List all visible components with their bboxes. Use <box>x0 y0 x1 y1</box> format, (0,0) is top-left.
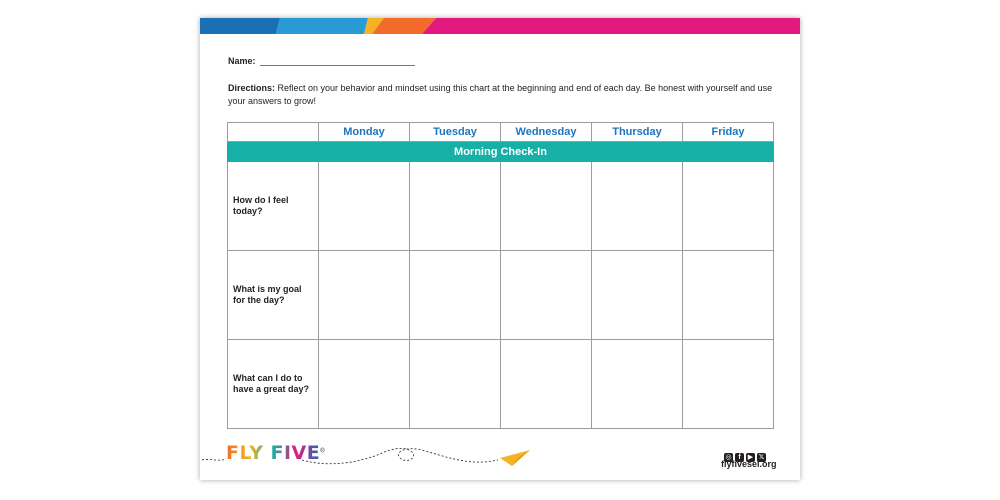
flight-path <box>302 448 498 463</box>
day-header-thursday: Thursday <box>592 123 683 142</box>
name-label: Name: <box>228 56 256 66</box>
color-band <box>200 18 800 34</box>
checkin-table <box>227 122 774 429</box>
x-icon[interactable]: 𝕏 <box>758 454 765 461</box>
question-row <box>228 340 774 429</box>
directions <box>228 82 773 108</box>
logo-text: FLY FIVE <box>226 442 321 464</box>
website-link[interactable]: flyfivesel.org <box>721 459 777 469</box>
instagram-icon[interactable]: ◎ <box>725 454 732 461</box>
question-label: How do I feel today? <box>228 162 319 251</box>
answer-cell[interactable] <box>501 162 592 251</box>
day-header-wednesday: Wednesday <box>501 123 592 142</box>
question-row <box>228 251 774 340</box>
corner-cell <box>228 123 319 142</box>
answer-cell[interactable] <box>683 162 774 251</box>
answer-cell[interactable] <box>683 251 774 340</box>
answer-cell[interactable] <box>319 251 410 340</box>
band-sky <box>276 18 368 34</box>
answer-cell[interactable] <box>410 251 501 340</box>
answer-cell[interactable] <box>592 251 683 340</box>
logo-trademark: ® <box>320 448 325 455</box>
header-row <box>228 123 774 142</box>
day-header-tuesday: Tuesday <box>410 123 501 142</box>
question-label: What can I do to have a great day? <box>228 340 319 429</box>
day-header-friday: Friday <box>683 123 774 142</box>
answer-cell[interactable] <box>683 340 774 429</box>
section-row <box>228 142 774 162</box>
answer-cell[interactable] <box>410 162 501 251</box>
answer-cell[interactable] <box>592 340 683 429</box>
directions-label: Directions: <box>228 83 276 93</box>
directions-text: Reflect on your behavior and mindset using this chart at the beginning and end of each day. Be honest with yourself and use your answers to grow! <box>228 83 773 106</box>
day-header-monday: Monday <box>319 123 410 142</box>
question-row <box>228 162 774 251</box>
worksheet-page <box>200 18 800 480</box>
answer-cell[interactable] <box>501 340 592 429</box>
answer-cell[interactable] <box>319 340 410 429</box>
name-field[interactable] <box>260 65 415 66</box>
youtube-icon[interactable]: ▶ <box>747 454 754 461</box>
band-pink <box>422 18 800 34</box>
answer-cell[interactable] <box>501 251 592 340</box>
answer-cell[interactable] <box>410 340 501 429</box>
section-title: Morning Check-In <box>228 142 774 162</box>
answer-cell[interactable] <box>592 162 683 251</box>
fly-five-logo <box>226 442 325 472</box>
paper-plane-icon <box>500 450 530 466</box>
answer-cell[interactable] <box>319 162 410 251</box>
facebook-icon[interactable]: f <box>735 453 744 462</box>
social-icons <box>724 446 768 461</box>
flight-path-left <box>202 459 226 460</box>
question-label: What is my goal for the day? <box>228 251 319 340</box>
band-blue <box>200 18 280 34</box>
